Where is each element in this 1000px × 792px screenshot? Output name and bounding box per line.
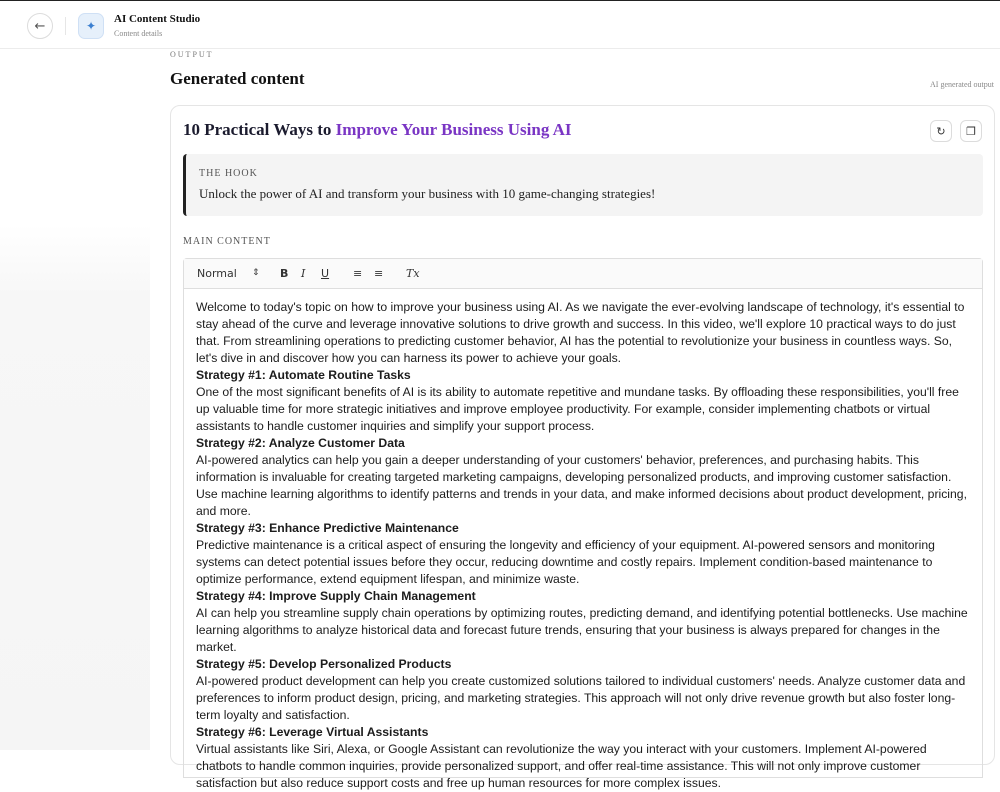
refresh-icon: ↻: [936, 124, 946, 138]
chevron-updown-icon: ⇕: [252, 268, 260, 278]
rich-text-editor[interactable]: [183, 258, 983, 790]
content-title: [183, 120, 572, 140]
ai-generated-tag: AI generated output: [930, 80, 994, 89]
regenerate-button[interactable]: [930, 120, 952, 142]
ordered-list-button[interactable]: [353, 267, 362, 280]
header-divider: [65, 17, 66, 35]
underline-button[interactable]: U: [321, 267, 330, 280]
strategy-heading: Strategy #2: Analyze Customer Data: [196, 436, 405, 450]
ordered-list-icon: ≡: [353, 267, 363, 280]
strategy-heading: Strategy #5: Develop Personalized Products: [196, 657, 452, 671]
intro-paragraph: Welcome to today's topic on how to improve your business using AI. As we navigate the ever-evolving landscape of technology, it's essential to stay ahead of the curve and leverage innovative solutions to drive growth and success. In this video, we'll explore 10 practical ways to do just that. From streamlining operations to predicting customer behavior, AI has the potential to revolutionize your business in countless ways. So, let's dive in and discover how you can harness its power to achieve your goals.: [196, 300, 965, 365]
strategy-heading: Strategy #1: Automate Routine Tasks: [196, 368, 411, 382]
strategy-body: AI-powered analytics can help you gain a deeper understanding of your customers' behavior, preferences, and purchasing habits. This information is invaluable for creating targeted marketing campaigns, developing personalized products, and improving customer satisfaction. Use machine learning algorithms to identify patterns and trends in your data, and make informed decisions about product development, pricing, and more.: [196, 453, 967, 518]
strategy-heading: Strategy #6: Leverage Virtual Assistants: [196, 725, 429, 739]
strategy-body: Predictive maintenance is a critical aspect of ensuring the longevity and efficiency of your equipment. AI-powered sensors and monitoring systems can detect potential issues before they occur, reducing downtime and costly repairs. Implement condition-based maintenance to optimize performance, extend equipment lifespan, and minimize waste.: [196, 538, 935, 586]
strategy-heading: Strategy #3: Enhance Predictive Maintenance: [196, 521, 459, 535]
strategy-body: AI-powered product development can help you create customized solutions tailored to individual customers' needs. Analyze customer data and preferences to inform product design, pricing, and marketing strategies. This approach will not only drive revenue growth but also foster long-term loyalty and satisfaction.: [196, 674, 966, 722]
editor-content[interactable]: [196, 299, 974, 792]
hook-text: Unlock the power of AI and transform your business with 10 game-changing strategies!: [199, 186, 656, 201]
copy-button[interactable]: [960, 120, 982, 142]
arrow-left-icon: ←: [34, 18, 46, 34]
sidebar: [0, 49, 150, 750]
page-title: Generated content: [170, 69, 305, 88]
strategy-body: AI can help you streamline supply chain operations by optimizing routes, predicting demand, and identifying potential bottlenecks. Use machine learning algorithms to analyze historical data and forecast future trends, ensuring that your business is always prepared for changes in the market.: [196, 606, 968, 654]
strategy-body: Virtual assistants like Siri, Alexa, or Google Assistant can revolutionize the way you interact with your customers. Implement AI-powered chatbots to handle common inquiries, provide personalized support, and offer real-time assistance. This will not only improve customer satisfaction but also reduce support costs and free up human resources for more complex issues.: [196, 742, 927, 790]
top-bar: [0, 0, 1000, 49]
sparkles-icon: ✦: [78, 13, 104, 39]
app-subtitle: Content details: [114, 29, 163, 38]
bullet-list-button[interactable]: [374, 267, 383, 280]
strategy-body: One of the most significant benefits of AI is its ability to automate repetitive and mundane tasks. By offloading these responsibilities, you'll free up valuable time for more strategic initiatives and improve employee productivity. For example, consider implementing chatbots or virtual assistants to handle customer inquiries and simplify your support process.: [196, 385, 959, 433]
content-title-highlight: Improve Your Business Using AI: [335, 120, 572, 139]
hook-label: THE HOOK: [199, 168, 258, 179]
bold-button[interactable]: B: [280, 267, 289, 280]
copy-icon: ❐: [966, 124, 976, 138]
strategy-heading: Strategy #4: Improve Supply Chain Management: [196, 589, 476, 603]
back-button[interactable]: [27, 13, 53, 39]
clear-format-button[interactable]: Tx: [406, 267, 420, 280]
italic-button[interactable]: I: [301, 267, 306, 280]
output-section-label: OUTPUT: [170, 50, 214, 59]
main-content-label: MAIN CONTENT: [183, 236, 271, 247]
bullet-list-icon: ≡: [374, 267, 384, 280]
content-card: [170, 105, 995, 790]
format-select[interactable]: Normal: [197, 267, 237, 280]
editor-toolbar: [184, 259, 982, 289]
hook-block: [183, 154, 983, 216]
content-title-prefix: 10 Practical Ways to: [183, 120, 336, 139]
app-title: AI Content Studio: [114, 13, 201, 25]
